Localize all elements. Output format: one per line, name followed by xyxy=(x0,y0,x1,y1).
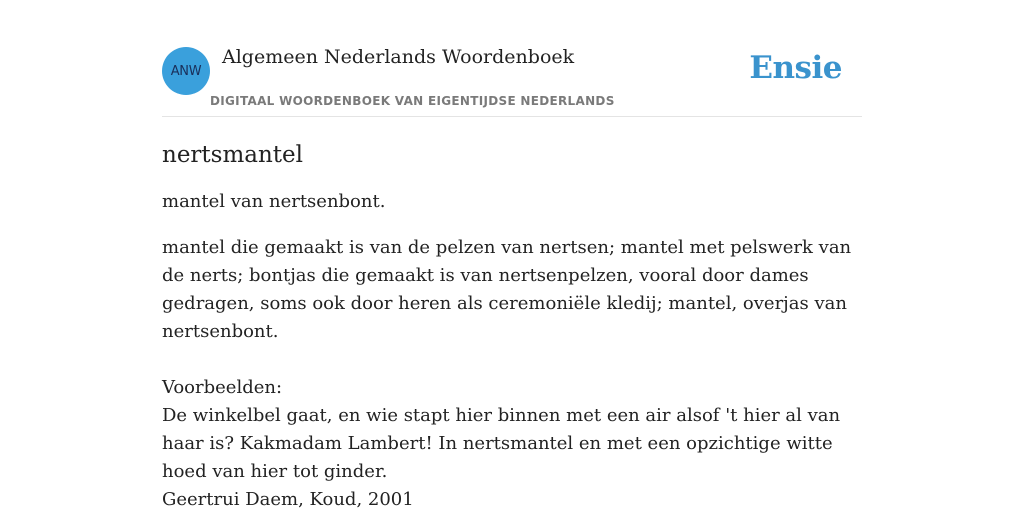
example-source: Geertrui Daem, Koud, 2001 xyxy=(162,489,414,510)
logo-text: ANW xyxy=(170,63,202,79)
site-subtitle: DIGITAAL WOORDENBOEK VAN EIGENTIJDSE NEDERLANDS xyxy=(210,94,615,108)
site-header xyxy=(162,0,862,117)
site-title[interactable]: Algemeen Nederlands Woordenboek xyxy=(222,46,575,68)
long-definition: mantel die gemaakt is van de pelzen van nertsen; mantel met pelswerk van de nerts; bontjas die gemaakt is van nertsenpelzen, vooral door dames gedragen, soms ook door heren als ceremoniële kledij; mantel, overjas van nertsenbont. xyxy=(162,237,852,342)
example-text: De winkelbel gaat, en wie stapt hier binnen met een air alsof 't hier al van haar is? Kakmadam Lambert! In nertsmantel en met een opzichtige witte hoed van hier tot ginder. xyxy=(162,405,841,482)
entry-content xyxy=(162,138,852,512)
entry-headword: nertsmantel xyxy=(162,142,304,168)
spacer xyxy=(162,346,852,374)
ensie-brand-logo[interactable]: Ensie xyxy=(749,50,842,86)
anw-logo[interactable] xyxy=(162,47,210,95)
examples-label: Voorbeelden: xyxy=(162,377,283,398)
short-definition: mantel van nertsenbont. xyxy=(162,191,386,212)
long-definition-block xyxy=(162,234,852,512)
